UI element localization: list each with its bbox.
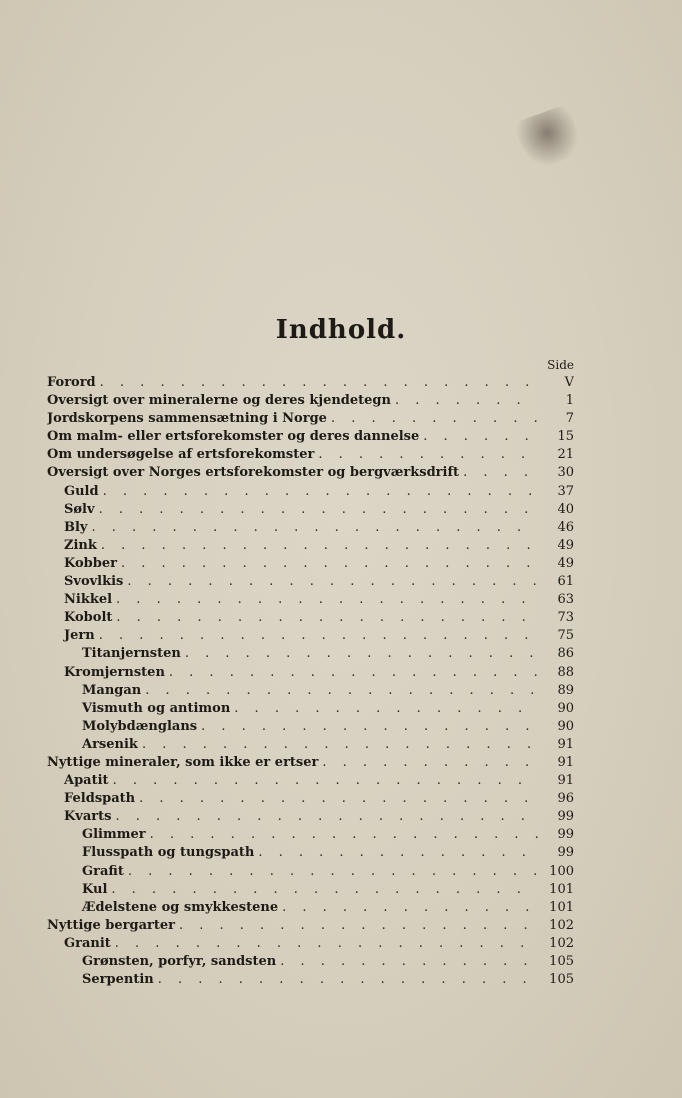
dot-leader [150, 826, 538, 844]
dot-leader [463, 464, 538, 482]
page-title: Indhold. [275, 315, 407, 345]
dot-leader [142, 736, 538, 754]
dot-leader [322, 754, 538, 772]
toc-entry-title: Feldspath [64, 791, 136, 807]
toc-entry-title: Kvarts [64, 809, 112, 825]
toc-entry-title: Flusspath og tungspath [82, 845, 255, 861]
toc-entry [47, 682, 574, 700]
toc-entry-title: Sølv [64, 501, 95, 517]
toc-entry-page: 73 [557, 610, 574, 626]
toc-entry [47, 501, 574, 519]
toc-entry [47, 899, 574, 917]
toc-entry [47, 537, 574, 555]
dot-leader [128, 863, 538, 881]
dot-leader [179, 917, 538, 935]
toc-entry-page: 37 [557, 483, 574, 499]
toc-entry [47, 483, 574, 501]
toc-entry-title: Kromjernsten [64, 664, 165, 680]
toc-entry-title: Nyttige bergarter [47, 917, 175, 933]
dot-leader [91, 519, 538, 537]
toc-entry [47, 519, 574, 537]
toc-entry-title: Apatit [64, 773, 109, 789]
toc-entry-title: Jern [64, 628, 95, 644]
toc-entry-title: Granit [64, 935, 111, 951]
toc-entry-page: 21 [557, 447, 574, 463]
dot-leader [331, 410, 538, 428]
toc-entry-title: Molybdænglans [82, 718, 198, 734]
toc-entry-page: 91 [557, 736, 574, 752]
toc-entry-page: 49 [557, 537, 574, 553]
toc-entry-page: 7 [565, 411, 574, 427]
toc-entry [47, 736, 574, 754]
toc-entry-page: 89 [557, 682, 574, 698]
toc-entry [47, 591, 574, 609]
dot-leader [201, 718, 538, 736]
toc-entry [47, 609, 574, 627]
dot-leader [395, 392, 538, 410]
toc-entry [47, 464, 574, 482]
toc-entry-page: 105 [549, 972, 574, 988]
dot-leader [113, 772, 538, 790]
toc-entry [47, 428, 574, 446]
toc-entry [47, 555, 574, 573]
toc-entry-title: Nikkel [64, 592, 113, 608]
toc-entry [47, 772, 574, 790]
toc-entry-page: 96 [557, 791, 574, 807]
dot-leader [158, 971, 538, 989]
toc-entry-page: 30 [557, 465, 574, 481]
toc-entry-title: Nyttige mineraler, som ikke er ertser [47, 754, 319, 770]
toc-entry-title: Vismuth og antimon [82, 700, 231, 716]
toc-entry-title: Om malm- eller ertsforekomster og deres dannelse [47, 429, 420, 445]
dot-leader [111, 881, 538, 899]
toc-entry-title: Oversigt over Norges ertsforekomster og bergværksdrift [47, 465, 460, 481]
toc-entry-page: 101 [549, 881, 574, 897]
dot-leader [127, 573, 538, 591]
toc-entry-page: 99 [557, 809, 574, 825]
dot-leader [258, 844, 538, 862]
dot-leader [121, 555, 538, 573]
dot-leader [99, 501, 538, 519]
toc-entry-title: Bly [64, 519, 88, 535]
toc-entry-title: Glimmer [82, 827, 146, 843]
toc-entry-title: Ædelstene og smykkestene [82, 899, 279, 915]
toc-entry [47, 935, 574, 953]
dot-leader [234, 700, 538, 718]
toc-entry-page: 102 [549, 917, 574, 933]
table-of-contents [47, 374, 574, 989]
toc-entry-page: 99 [557, 845, 574, 861]
toc-entry [47, 446, 574, 464]
toc-entry-title: Kobolt [64, 610, 113, 626]
dot-leader [116, 609, 538, 627]
dot-leader [115, 808, 538, 826]
toc-entry [47, 392, 574, 410]
toc-entry-page: 61 [557, 574, 574, 590]
toc-entry-title: Jordskorpens sammensætning i Norge [47, 411, 327, 427]
toc-entry-title: Arsenik [82, 736, 138, 752]
dot-leader [101, 537, 538, 555]
toc-entry-page: 91 [557, 773, 574, 789]
dot-leader [145, 682, 538, 700]
toc-entry-page: 40 [557, 501, 574, 517]
toc-entry-title: Grønsten, porfyr, sandsten [82, 954, 277, 969]
toc-entry [47, 627, 574, 645]
toc-entry-page: 75 [557, 628, 574, 644]
toc-entry-title: Kobber [64, 555, 117, 571]
dot-leader [282, 899, 538, 917]
toc-entry [47, 718, 574, 736]
toc-entry-page: 102 [549, 935, 574, 951]
toc-entry-page: 1 [565, 393, 574, 409]
toc-entry-page: 99 [557, 827, 574, 843]
dot-leader [100, 374, 538, 392]
dot-leader [99, 627, 538, 645]
toc-entry-page: 100 [549, 863, 574, 879]
toc-entry-title: Oversigt over mineralerne og deres kjendetegn [47, 393, 391, 409]
toc-entry [47, 917, 574, 935]
toc-entry [47, 808, 574, 826]
toc-entry-page: 15 [557, 429, 574, 445]
toc-entry-page: 105 [549, 954, 574, 969]
page-column-label: Side [547, 358, 574, 372]
toc-entry-page: 90 [557, 700, 574, 716]
dot-leader [185, 645, 538, 663]
dot-leader [116, 591, 538, 609]
dot-leader [423, 428, 538, 446]
toc-entry-title: Svovlkis [64, 574, 124, 590]
toc-entry-page: V [564, 375, 574, 390]
dot-leader [280, 953, 538, 971]
toc-entry [47, 410, 574, 428]
dot-leader [139, 790, 538, 808]
toc-entry [47, 844, 574, 862]
toc-entry-page: 86 [557, 646, 574, 662]
toc-entry [47, 971, 574, 989]
toc-entry [47, 953, 574, 971]
toc-entry [47, 645, 574, 663]
toc-entry-page: 49 [557, 555, 574, 571]
toc-entry-title: Titanjernsten [82, 646, 181, 662]
toc-entry [47, 700, 574, 718]
toc-entry [47, 664, 574, 682]
toc-entry-title: Forord [47, 375, 96, 390]
toc-entry-title: Grafit [82, 863, 124, 879]
toc-entry-page: 91 [557, 754, 574, 770]
toc-entry [47, 790, 574, 808]
ink-stain [513, 104, 585, 173]
toc-entry-title: Kul [82, 881, 108, 897]
toc-entry-title: Serpentin [82, 972, 154, 988]
toc-entry-title: Guld [64, 483, 99, 499]
toc-entry-page: 90 [557, 718, 574, 734]
toc-entry-title: Om undersøgelse af ertsforekomster [47, 447, 315, 463]
toc-entry [47, 374, 574, 392]
toc-entry-page: 46 [557, 519, 574, 535]
toc-entry [47, 863, 574, 881]
toc-entry [47, 754, 574, 772]
toc-entry [47, 826, 574, 844]
toc-entry [47, 573, 574, 591]
dot-leader [318, 446, 538, 464]
toc-entry-page: 101 [549, 899, 574, 915]
toc-entry [47, 881, 574, 899]
toc-entry-title: Zink [64, 537, 97, 553]
dot-leader [103, 483, 538, 501]
toc-entry-title: Mangan [82, 682, 142, 698]
dot-leader [115, 935, 538, 953]
toc-entry-page: 88 [557, 664, 574, 680]
dot-leader [169, 664, 538, 682]
toc-entry-page: 63 [557, 592, 574, 608]
